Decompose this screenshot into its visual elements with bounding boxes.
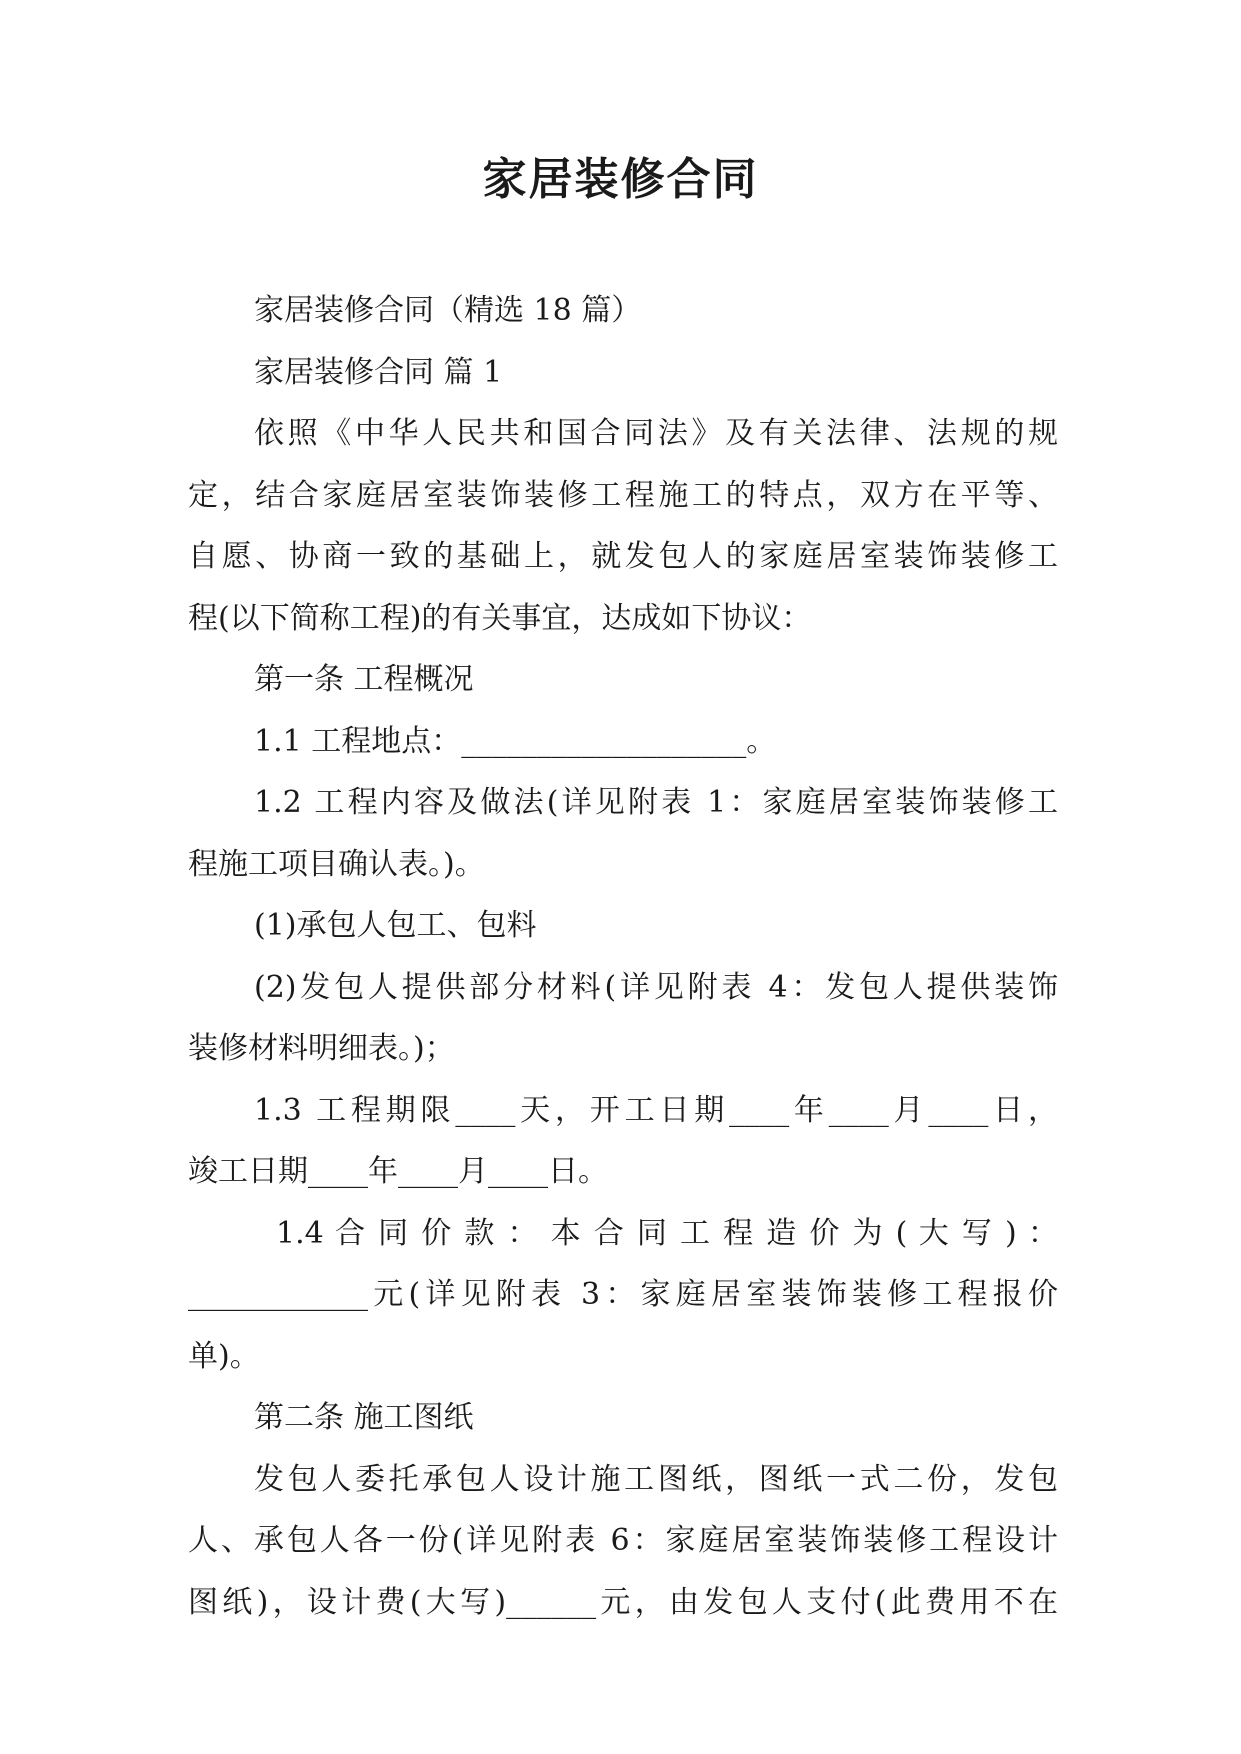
paragraph-line: 定，结合家庭居室装饰装修工程施工的特点，双方在平等、 — [188, 477, 1058, 513]
paragraph-line: 1.3 工程期限____天，开工日期____年____月____日， — [254, 1092, 1058, 1128]
paragraph-line: 第二条 施工图纸 — [254, 1400, 474, 1435]
paragraph-line: (2)发包人提供部分材料(详见附表 4：发包人提供装饰 — [254, 969, 1058, 1005]
paragraph-line: (1)承包人包工、包料 — [254, 908, 537, 943]
paragraph-line: 自愿、协商一致的基础上，就发包人的家庭居室装饰装修工 — [188, 539, 1058, 574]
paragraph-line: 程(以下简称工程)的有关事宜，达成如下协议： — [188, 600, 812, 636]
paragraph-line: 第一条 工程概况 — [254, 662, 474, 697]
paragraph-line: 竣工日期____年____月____日。 — [188, 1154, 608, 1189]
paragraph-line: 图纸)，设计费(大写)______元，由发包人支付(此费用不在 — [188, 1584, 1058, 1620]
paragraph-line: 程施工项目确认表。)。 — [188, 846, 485, 882]
document-body — [188, 280, 1058, 1633]
paragraph-line: 家居装修合同（精选 18 篇） — [254, 293, 642, 328]
paragraph-line: ____________元(详见附表 3：家庭居室装饰装修工程报价 — [188, 1277, 1058, 1312]
document-title: 家居装修合同 — [482, 154, 759, 205]
paragraph-line: 家居装修合同 篇 1 — [254, 354, 503, 390]
paragraph-line: 1.1 工程地点：___________________。 — [254, 723, 777, 759]
paragraph-line: 装修材料明细表。)； — [188, 1031, 455, 1066]
paragraph-line: 1.2 工程内容及做法(详见附表 1：家庭居室装饰装修工 — [254, 785, 1058, 820]
paragraph-line: 单)。 — [188, 1338, 260, 1374]
paragraph-line: 人、承包人各一份(详见附表 6：家庭居室装饰装修工程设计 — [188, 1523, 1058, 1558]
paragraph-line: 发包人委托承包人设计施工图纸，图纸一式二份，发包 — [254, 1461, 1058, 1497]
paragraph-line: 依照《中华人民共和国合同法》及有关法律、法规的规 — [254, 416, 1058, 451]
paragraph-line: 1.4 合 同 价 款 ： 本 合 同 工 程 造 价 为 ( 大 写 ) ： — [276, 1215, 1058, 1251]
